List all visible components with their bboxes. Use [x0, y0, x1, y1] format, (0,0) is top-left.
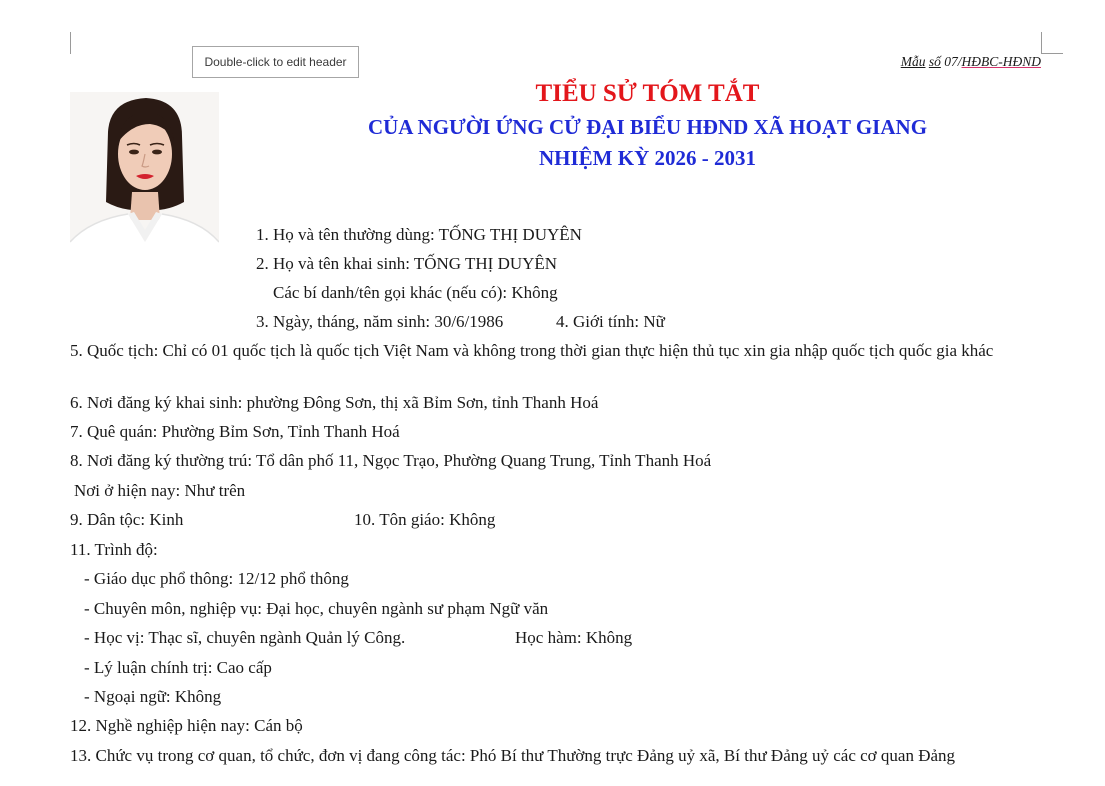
crop-mark-right-horizontal: [1041, 53, 1063, 54]
field-hometown: 7. Quê quán: Phường Bỉm Sơn, Tỉnh Thanh Hoá: [70, 422, 400, 441]
field-occupation: 12. Nghề nghiệp hiện nay: Cán bộ: [70, 716, 303, 735]
field-nationality: 5. Quốc tịch: Chỉ có 01 quốc tịch là quốc tịch Việt Nam và không trong thời gian thực hiện thủ tục xin gia nhập quốc tịch quốc gia khác: [70, 341, 994, 360]
term-heading: NHIỆM KỲ 2026 - 2031: [539, 146, 756, 170]
field-birth-name: 2. Họ và tên khai sinh: TỐNG THỊ DUYÊN: [256, 254, 558, 273]
field-date-of-birth: 3. Ngày, tháng, năm sinh: 30/6/1986: [256, 312, 504, 331]
portrait-illustration: [70, 92, 219, 303]
field-aliases: Các bí danh/tên gọi khác (nếu có): Không: [273, 283, 558, 302]
field-gender: 4. Giới tính: Nữ: [556, 312, 665, 331]
field-ethnicity: 9. Dân tộc: Kinh: [70, 510, 184, 529]
candidate-portrait[interactable]: [70, 92, 219, 303]
field-political-theory: - Lý luận chính trị: Cao cấp: [84, 658, 272, 677]
field-birth-registration: 6. Nơi đăng ký khai sinh: phường Đông Sơn, thị xã Bỉm Sơn, tỉnh Thanh Hoá: [70, 393, 599, 412]
field-common-name: 1. Họ và tên thường dùng: TỐNG THỊ DUYÊN: [256, 225, 582, 244]
field-academic-title: Học hàm: Không: [515, 628, 633, 647]
edit-header-tooltip[interactable]: Double-click to edit header: [192, 46, 359, 78]
form-number: Mẫu số 07/HĐBC-HĐND: [900, 54, 1041, 69]
crop-mark-right-vertical: [1041, 32, 1042, 54]
crop-mark-left: [70, 32, 71, 54]
field-religion: 10. Tôn giáo: Không: [354, 510, 496, 529]
document-title: TIỂU SỬ TÓM TẮT: [535, 80, 760, 107]
field-qualifications: 11. Trình độ:: [70, 540, 158, 559]
field-position: 13. Chức vụ trong cơ quan, tổ chức, đơn vị đang công tác: Phó Bí thư Thường trực Đảng uỷ xã, Bí thư Đảng uỷ các cơ quan Đảng: [70, 746, 956, 765]
field-general-education: - Giáo dục phổ thông: 12/12 phổ thông: [84, 569, 349, 588]
document-subtitle: CỦA NGƯỜI ỨNG CỬ ĐẠI BIỂU HĐND XÃ HOẠT GIANG: [367, 115, 928, 139]
field-current-residence: Nơi ở hiện nay: Như trên: [74, 481, 246, 500]
field-permanent-residence: 8. Nơi đăng ký thường trú: Tổ dân phố 11, Ngọc Trạo, Phường Quang Trung, Tỉnh Thanh Hoá: [70, 451, 712, 470]
field-foreign-language: - Ngoại ngữ: Không: [84, 687, 222, 706]
field-professional-qualification: - Chuyên môn, nghiệp vụ: Đại học, chuyên ngành sư phạm Ngữ văn: [84, 599, 549, 618]
field-academic-degree: - Học vị: Thạc sĩ, chuyên ngành Quản lý Công.: [84, 628, 406, 647]
